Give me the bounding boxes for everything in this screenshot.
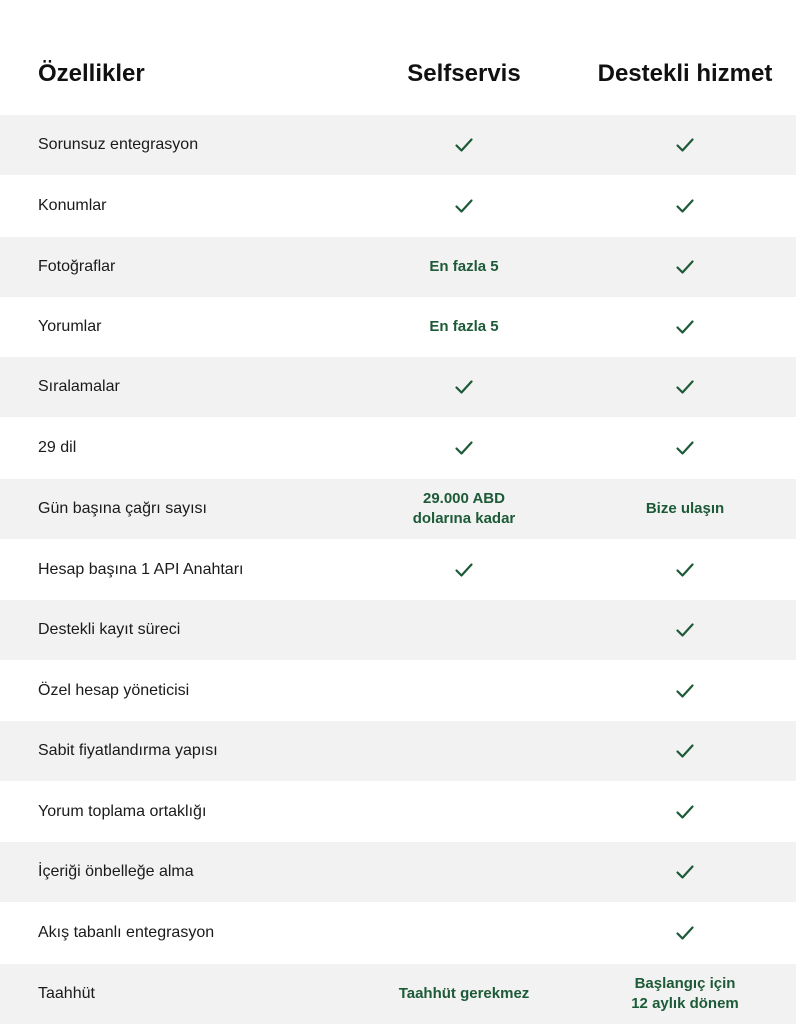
- checkmark-icon: [675, 560, 695, 580]
- checkmark-icon: [675, 317, 695, 337]
- supported-cell: [585, 964, 785, 1024]
- table-row: [0, 721, 796, 781]
- table-row: [0, 964, 796, 1024]
- selfservice-cell: [364, 903, 564, 963]
- table-row: [0, 842, 796, 902]
- supported-cell: [585, 479, 785, 539]
- checkmark-icon: [675, 681, 695, 701]
- header-selfservice: Selfservis: [407, 60, 521, 87]
- table-header: [0, 0, 796, 115]
- feature-label: Sıralamalar: [38, 378, 120, 395]
- checkmark-icon: [675, 741, 695, 761]
- feature-label: Yorum toplama ortaklığı: [38, 803, 207, 820]
- selfservice-cell-text: Taahhüt gerekmez: [398, 985, 530, 1002]
- table-row: [0, 115, 796, 175]
- supported-cell: [585, 237, 785, 297]
- feature-label: Fotoğraflar: [38, 258, 116, 275]
- checkmark-icon: [675, 802, 695, 822]
- feature-label: 29 dil: [38, 439, 77, 456]
- table-row: [0, 418, 796, 478]
- feature-label: Özel hesap yöneticisi: [38, 682, 190, 699]
- selfservice-cell-text: 29.000 ABD dolarına kadar: [412, 490, 516, 527]
- checkmark-icon: [454, 438, 474, 458]
- feature-label: Hesap başına 1 API Anahtarı: [38, 561, 244, 578]
- supported-cell: [585, 782, 785, 842]
- feature-label: Taahhüt: [38, 985, 95, 1002]
- selfservice-cell-text: En fazla 5: [429, 258, 499, 275]
- table-row: [0, 297, 796, 357]
- table-row: [0, 903, 796, 963]
- selfservice-cell: [364, 297, 564, 357]
- selfservice-cell: [364, 721, 564, 781]
- checkmark-icon: [454, 377, 474, 397]
- checkmark-icon: [675, 377, 695, 397]
- selfservice-cell: [364, 237, 564, 297]
- checkmark-icon: [675, 257, 695, 277]
- feature-label: Destekli kayıt süreci: [38, 621, 181, 638]
- feature-label: Sorunsuz entegrasyon: [38, 136, 199, 153]
- table-row: [0, 661, 796, 721]
- table-row: [0, 237, 796, 297]
- supported-cell: [585, 176, 785, 236]
- feature-label: Akış tabanlı entegrasyon: [38, 924, 215, 941]
- checkmark-icon: [675, 438, 695, 458]
- supported-cell: [585, 115, 785, 175]
- feature-label: Konumlar: [38, 197, 107, 214]
- checkmark-icon: [454, 196, 474, 216]
- feature-label: İçeriği önbelleğe alma: [38, 863, 194, 880]
- supported-cell: [585, 297, 785, 357]
- supported-cell: [585, 540, 785, 600]
- checkmark-icon: [454, 560, 474, 580]
- selfservice-cell-text: En fazla 5: [429, 318, 499, 335]
- header-supported: Destekli hizmet: [597, 60, 773, 87]
- table-row: [0, 357, 796, 417]
- selfservice-cell: [364, 540, 564, 600]
- selfservice-cell: [364, 842, 564, 902]
- checkmark-icon: [675, 862, 695, 882]
- checkmark-icon: [675, 620, 695, 640]
- selfservice-cell: [364, 661, 564, 721]
- supported-cell-text: Başlangıç için 12 aylık dönem: [631, 975, 739, 1012]
- supported-cell: [585, 903, 785, 963]
- selfservice-cell: [364, 600, 564, 660]
- selfservice-cell: [364, 357, 564, 417]
- supported-cell: [585, 418, 785, 478]
- table-row: [0, 782, 796, 842]
- checkmark-icon: [675, 196, 695, 216]
- selfservice-cell: [364, 418, 564, 478]
- supported-cell: [585, 721, 785, 781]
- feature-label: Gün başına çağrı sayısı: [38, 500, 207, 517]
- checkmark-icon: [675, 135, 695, 155]
- supported-cell: [585, 357, 785, 417]
- supported-cell-text: Bize ulaşın: [645, 500, 725, 517]
- feature-label: Yorumlar: [38, 318, 102, 335]
- selfservice-cell: [364, 479, 564, 539]
- table-row: [0, 540, 796, 600]
- table-row: [0, 479, 796, 539]
- feature-label: Sabit fiyatlandırma yapısı: [38, 742, 218, 759]
- selfservice-cell: [364, 176, 564, 236]
- supported-cell: [585, 661, 785, 721]
- table-row: [0, 176, 796, 236]
- supported-cell: [585, 600, 785, 660]
- selfservice-cell: [364, 964, 564, 1024]
- checkmark-icon: [675, 923, 695, 943]
- selfservice-cell: [364, 782, 564, 842]
- checkmark-icon: [454, 135, 474, 155]
- header-features: Özellikler: [38, 60, 145, 87]
- supported-cell: [585, 842, 785, 902]
- selfservice-cell: [364, 115, 564, 175]
- table-row: [0, 600, 796, 660]
